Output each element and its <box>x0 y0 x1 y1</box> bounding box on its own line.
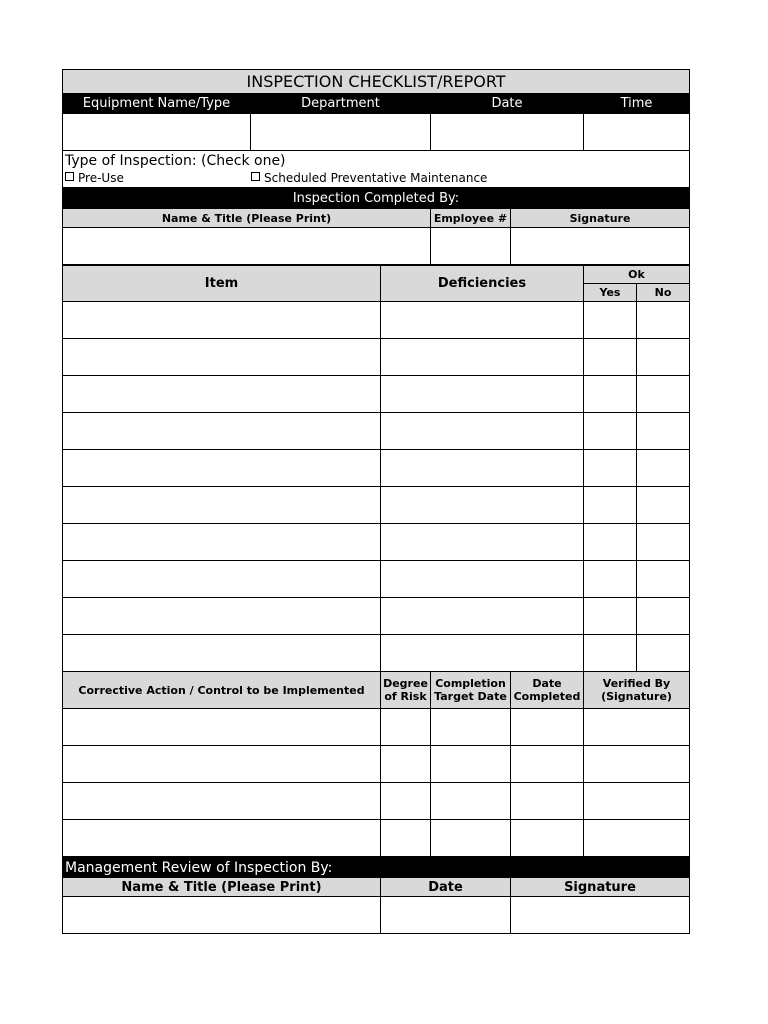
ok-no-field[interactable] <box>637 524 690 561</box>
inspection-type-label: Type of Inspection: (Check one) <box>63 151 690 171</box>
ok-yes-field[interactable] <box>584 635 637 672</box>
management-table <box>62 857 690 934</box>
degree-of-risk-field[interactable] <box>381 746 431 783</box>
management-heading: Management Review of Inspection By: <box>63 858 690 878</box>
deficiencies-field[interactable] <box>381 413 584 450</box>
ok-no-field[interactable] <box>637 561 690 598</box>
employee-number-field[interactable] <box>431 228 511 265</box>
checkbox-icon[interactable] <box>65 172 74 181</box>
date-completed-line1: Date <box>532 677 562 690</box>
date-completed-field[interactable] <box>511 746 584 783</box>
corrective-action-field[interactable] <box>63 783 381 820</box>
date-completed-header <box>511 672 584 709</box>
date-completed-field[interactable] <box>511 820 584 857</box>
verified-by-field[interactable] <box>584 783 690 820</box>
item-rows <box>63 302 690 672</box>
inspector-name-field[interactable] <box>63 228 431 265</box>
employee-number-header: Employee # <box>431 209 511 228</box>
ok-no-field[interactable] <box>637 487 690 524</box>
deficiencies-field[interactable] <box>381 635 584 672</box>
deficiencies-field[interactable] <box>381 450 584 487</box>
scheduled-maintenance-label: Scheduled Preventative Maintenance <box>264 171 488 185</box>
corrective-action-field[interactable] <box>63 709 381 746</box>
ok-no-field[interactable] <box>637 413 690 450</box>
verified-by-field[interactable] <box>584 709 690 746</box>
time-header: Time <box>584 94 690 114</box>
degree-of-risk-field[interactable] <box>381 783 431 820</box>
form-title: INSPECTION CHECKLIST/REPORT <box>63 70 690 94</box>
ok-yes-field[interactable] <box>584 487 637 524</box>
date-completed-field[interactable] <box>511 709 584 746</box>
inspector-signature-field[interactable] <box>511 228 690 265</box>
checklist-row <box>63 413 690 450</box>
deficiencies-header: Deficiencies <box>381 266 584 302</box>
ok-yes-field[interactable] <box>584 561 637 598</box>
mgmt-name-field[interactable] <box>63 897 381 934</box>
mgmt-date-header: Date <box>381 878 511 897</box>
ok-yes-field[interactable] <box>584 450 637 487</box>
verified-by-line2: (Signature) <box>601 690 672 703</box>
checklist-row <box>63 524 690 561</box>
completed-by-table <box>62 188 690 265</box>
ok-yes-field[interactable] <box>584 302 637 339</box>
degree-of-risk-line1: Degree <box>383 677 428 690</box>
date-completed-line2: Completed <box>513 690 581 703</box>
ok-no-field[interactable] <box>637 598 690 635</box>
no-header: No <box>637 284 690 302</box>
completion-target-line1: Completion <box>435 677 506 690</box>
verified-by-field[interactable] <box>584 820 690 857</box>
mgmt-signature-header: Signature <box>511 878 690 897</box>
completed-by-heading: Inspection Completed By: <box>63 189 690 209</box>
signature-header: Signature <box>511 209 690 228</box>
verified-by-field[interactable] <box>584 746 690 783</box>
completion-target-header <box>431 672 511 709</box>
deficiencies-field[interactable] <box>381 339 584 376</box>
department-header: Department <box>251 94 431 114</box>
date-header: Date <box>431 94 584 114</box>
ok-yes-field[interactable] <box>584 376 637 413</box>
completion-target-line2: Target Date <box>434 690 507 703</box>
item-field[interactable] <box>63 598 381 635</box>
corrective-action-field[interactable] <box>63 746 381 783</box>
item-field[interactable] <box>63 376 381 413</box>
checklist-row <box>63 302 690 339</box>
corrective-action-row <box>63 820 690 857</box>
ok-header: Ok <box>584 266 690 284</box>
deficiencies-field[interactable] <box>381 302 584 339</box>
item-field[interactable] <box>63 450 381 487</box>
checklist-row <box>63 339 690 376</box>
scheduled-maintenance-option[interactable] <box>251 171 487 185</box>
mgmt-date-field[interactable] <box>381 897 511 934</box>
deficiencies-field[interactable] <box>381 598 584 635</box>
ok-no-field[interactable] <box>637 302 690 339</box>
item-field[interactable] <box>63 524 381 561</box>
degree-of-risk-line2: of Risk <box>384 690 427 703</box>
checklist-table <box>62 265 690 857</box>
checklist-row <box>63 598 690 635</box>
deficiencies-field[interactable] <box>381 487 584 524</box>
item-field[interactable] <box>63 487 381 524</box>
yes-header: Yes <box>584 284 637 302</box>
item-field[interactable] <box>63 561 381 598</box>
completion-target-field[interactable] <box>431 746 511 783</box>
corrective-action-row <box>63 709 690 746</box>
name-title-header: Name & Title (Please Print) <box>63 209 431 228</box>
date-field[interactable] <box>431 114 584 151</box>
ok-yes-field[interactable] <box>584 524 637 561</box>
corrective-action-field[interactable] <box>63 820 381 857</box>
item-field[interactable] <box>63 302 381 339</box>
item-field[interactable] <box>63 339 381 376</box>
date-completed-field[interactable] <box>511 783 584 820</box>
ok-no-field[interactable] <box>637 339 690 376</box>
deficiencies-field[interactable] <box>381 524 584 561</box>
action-rows <box>63 709 690 857</box>
ok-yes-field[interactable] <box>584 598 637 635</box>
checkbox-icon[interactable] <box>251 172 260 181</box>
verified-by-line1: Verified By <box>602 677 671 690</box>
department-field[interactable] <box>251 114 431 151</box>
deficiencies-field[interactable] <box>381 561 584 598</box>
time-field[interactable] <box>584 114 690 151</box>
ok-no-field[interactable] <box>637 635 690 672</box>
degree-of-risk-header <box>381 672 431 709</box>
completion-target-field[interactable] <box>431 820 511 857</box>
corrective-action-row <box>63 783 690 820</box>
ok-yes-field[interactable] <box>584 413 637 450</box>
pre-use-label: Pre-Use <box>78 171 124 185</box>
mgmt-signature-field[interactable] <box>511 897 690 934</box>
checklist-row <box>63 376 690 413</box>
ok-yes-field[interactable] <box>584 339 637 376</box>
degree-of-risk-field[interactable] <box>381 709 431 746</box>
equipment-field[interactable] <box>63 114 251 151</box>
inspection-form <box>62 69 689 934</box>
inspection-type-options <box>63 170 690 188</box>
completion-target-field[interactable] <box>431 783 511 820</box>
item-field[interactable] <box>63 635 381 672</box>
checklist-row <box>63 487 690 524</box>
degree-of-risk-field[interactable] <box>381 820 431 857</box>
verified-by-header <box>584 672 690 709</box>
item-field[interactable] <box>63 413 381 450</box>
completion-target-field[interactable] <box>431 709 511 746</box>
checklist-row <box>63 561 690 598</box>
equipment-header: Equipment Name/Type <box>63 94 251 114</box>
item-header: Item <box>63 266 381 302</box>
checklist-row <box>63 450 690 487</box>
checklist-row <box>63 635 690 672</box>
corrective-action-header: Corrective Action / Control to be Implemented <box>63 672 381 709</box>
deficiencies-field[interactable] <box>381 376 584 413</box>
ok-no-field[interactable] <box>637 376 690 413</box>
pre-use-option[interactable] <box>65 171 124 185</box>
mgmt-name-title-header: Name & Title (Please Print) <box>63 878 381 897</box>
form-header-table <box>62 69 690 188</box>
corrective-action-row <box>63 746 690 783</box>
ok-no-field[interactable] <box>637 450 690 487</box>
